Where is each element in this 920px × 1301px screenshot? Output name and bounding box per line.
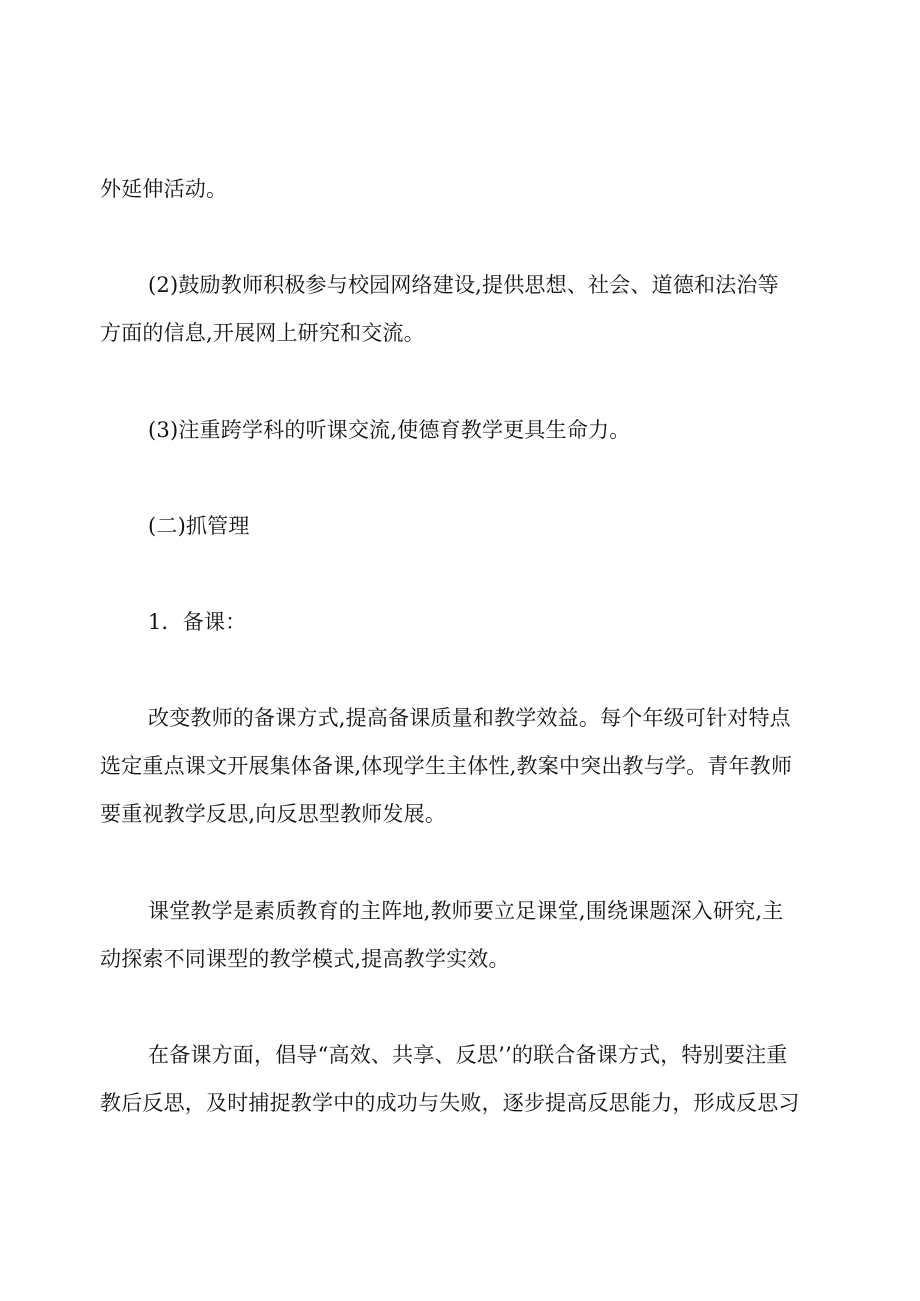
paragraph-line: (3)注重跨学科的听课交流,使德育教学更具生命力。 xyxy=(148,418,631,442)
paragraph-line: 教后反思，及时捕捉教学中的成功与失败，逐步提高反思能力，形成反思习 xyxy=(100,1091,800,1115)
paragraph-line: 改变教师的备课方式,提高备课质量和教学效益。每个年级可针对特点 xyxy=(148,706,791,730)
paragraph-line: 外延伸活动。 xyxy=(100,177,228,201)
paragraph-line: 动探索不同课型的教学模式,提高教学实效。 xyxy=(100,947,510,971)
paragraph-line: (2)鼓励教师积极参与校园网络建设,提供思想、社会、道德和法治等 xyxy=(148,273,779,297)
paragraph-line: 方面的信息,开展网上研究和交流。 xyxy=(100,321,425,345)
section-heading: (二)抓管理 xyxy=(148,514,250,538)
paragraph-line: 要重视教学反思,向反思型教师发展。 xyxy=(100,802,447,826)
paragraph-line: 选定重点课文开展集体备课,体现学生主体性,教案中突出教与学。青年教师 xyxy=(100,754,793,778)
subsection-heading: 1．备课： xyxy=(148,610,247,634)
paragraph-line: 课堂教学是素质教育的主阵地,教师要立足课堂,围绕课题深入研究,主 xyxy=(148,899,784,923)
paragraph-line: 在备课方面，倡导“高效、共享、反思’’的联合备课方式，特别要注重 xyxy=(148,1043,788,1067)
